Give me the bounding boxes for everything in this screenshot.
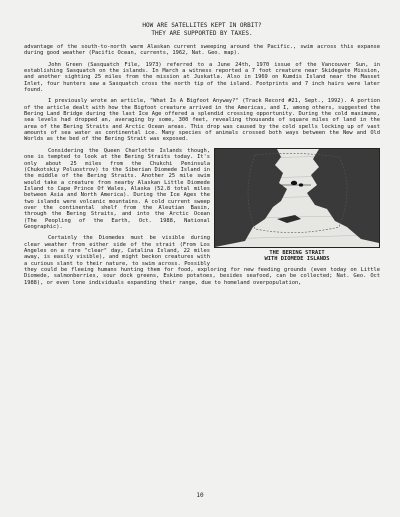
- page-number: 10: [196, 492, 204, 499]
- map-frame: [214, 148, 380, 248]
- paragraph-1: advantage of the south-to-north warm Alaskan current sweeping around the Pacific., swim across this expanse during good weather (Pacific Ocean, currents, 1962, Nat. Geo. map).: [24, 44, 380, 57]
- paragraph-4: Considering the Queen Charlotte Islands though, one is tempted to look at the Bering Straits today. It's only about 25 miles from the Chukchi Peninsula (Chukotskiy Poluostrov) to the Siberian Diomede Island in the middle of the Bering Straits. Another 25 mile swim would take a creature from nearby Alaskan Little Diomede Island to Cape Prince Of Wales, Alaska (52.8 total miles between Asia and North America). During the Ice Ages the two islands were volcanic mountains. A cold current sweep over the continental shelf from the Aleutian Basin, through the Bering Straits, and into the Arctic Ocean (The Peopling of the Earth, Oct. 1988, National Geographic).: [24, 147, 210, 230]
- bering-strait-figure: [214, 148, 380, 264]
- figure-caption: [214, 250, 380, 263]
- alaska-landmass: [307, 149, 379, 243]
- caption-title: THE BERING STRAIT: [269, 249, 325, 256]
- bering-strait-map: [215, 149, 379, 247]
- paragraph-3: I previously wrote an article, "What Is A Bigfoot Anyway?" (Track Record #21, Sept., 1992). A portion of the article dealt with how the Bigfoot creature arrived in the Americas, and I, among others, suggested the Bering Land Bridge during the last Ice Age offered a splendid crossing opportunity. During the cold maximums, sea levels had dropped an, averaging by some, 300 feet, revealing thousands of square miles of land in the area of the Bering Straits and Arctic Ocean areas. This drop was caused by the cold spells locking up of vast amounts of sea water as continental ice. Many species of animals crossed both ways between the New and Old Worlds as the bed of the Bering Strait was exposed.: [24, 98, 380, 143]
- header-joke: [24, 0, 380, 38]
- paragraph-5: Certainly the Diomedes must be visible during clear weather from either side of the strait (From Los Angeles on a rare "clear" day, Catalina Island, 22 miles away, is easily visible), and might beckon creatures with a curious slant to their nature, to swim across. Possibly they could be fleeing humans hunting them for food, exploring for new feeding grounds (even today on Little Diomede, salmonberries, sour dock greens, Eskimo potatoes, besides seafood, can be collected; Nat. Geo. Oct 1988), or even lone individuals expanding their range, due to homeland overpopulation,: [24, 235, 380, 286]
- paragraph-2: John Green (Sasquatch File, 1973) referred to a June 24th, 1970 issue of the Vancouver Sun, in establishing Sasquatch on the islands. In March a witness reported a 7 foot creature near Skidegate Mission, and another sighting 25 miles from the mission at Juskatla. Also in 1969 on Kumdis Island near the Masset Inlet, four hunters saw a Sasquatch cross the north tip of the island. Footprints and 7 inch hairs were later found.: [24, 61, 380, 94]
- joke-question: HOW ARE SATELLITES KEPT IN ORBIT?: [142, 22, 262, 29]
- asia-landmass: [215, 149, 287, 247]
- big-diomede-island: [291, 181, 297, 185]
- st-lawrence-island: [277, 215, 301, 223]
- joke-answer: THEY ARE SUPPORTED BY TAXES.: [151, 30, 253, 37]
- caption-subtitle: WITH DIOMEDE ISLANDS: [264, 256, 330, 263]
